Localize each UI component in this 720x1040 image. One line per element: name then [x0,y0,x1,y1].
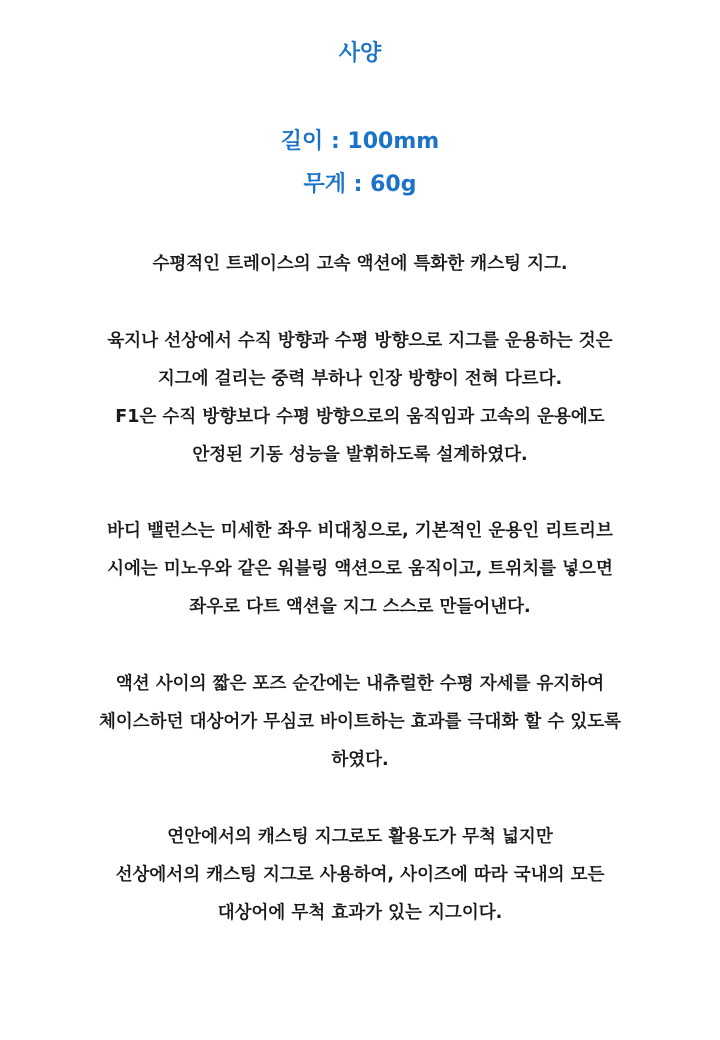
paragraph-line: 수평적인 트레이스의 고속 액션에 특화한 캐스팅 지그. [152,254,568,274]
description-paragraph-2 [0,322,720,474]
description-paragraph-3 [0,512,720,626]
paragraph-line: 좌우로 다트 액션을 지그 스스로 만들어낸다. [189,597,531,617]
page-title: 사양 [338,41,382,66]
spec-length: 길이 : 100mm [280,129,440,154]
paragraph-line: 시에는 미노우와 같은 워블링 액션으로 움직이고, 트위치를 넣으면 [107,559,613,579]
paragraph-line: F1은 수직 방향보다 수평 방향으로의 움직임과 고속의 운용에도 [115,407,605,427]
spec-weight: 무게 : 60g [303,172,417,197]
paragraph-line: 액션 사이의 짧은 포즈 순간에는 내츄럴한 수평 자세를 유지하여 [115,674,605,694]
paragraph-line: 지그에 걸리는 중력 부하나 인장 방향이 전혀 다르다. [157,369,563,389]
paragraph-line: 연안에서의 캐스팅 지그로도 활용도가 무척 넓지만 [167,827,553,847]
paragraph-line: 대상어에 무척 효과가 있는 지그이다. [217,903,503,923]
paragraph-line: 선상에서의 캐스팅 지그로 사용하여, 사이즈에 따라 국내의 모든 [115,865,605,885]
paragraph-line: 안정된 기동 성능을 발휘하도록 설계하였다. [192,445,528,465]
description-paragraph-4 [0,665,720,779]
paragraph-line: 바디 밸런스는 미세한 좌우 비대칭으로, 기본적인 운용인 리트리브 [107,521,613,541]
paragraph-line: 하였다. [331,750,389,770]
paragraph-line: 체이스하던 대상어가 무심코 바이트하는 효과를 극대화 할 수 있도록 [98,712,622,732]
description-paragraph-5 [0,818,720,932]
paragraph-line: 육지나 선상에서 수직 방향과 수평 방향으로 지그를 운용하는 것은 [107,331,613,351]
description-paragraph-1 [0,245,720,283]
